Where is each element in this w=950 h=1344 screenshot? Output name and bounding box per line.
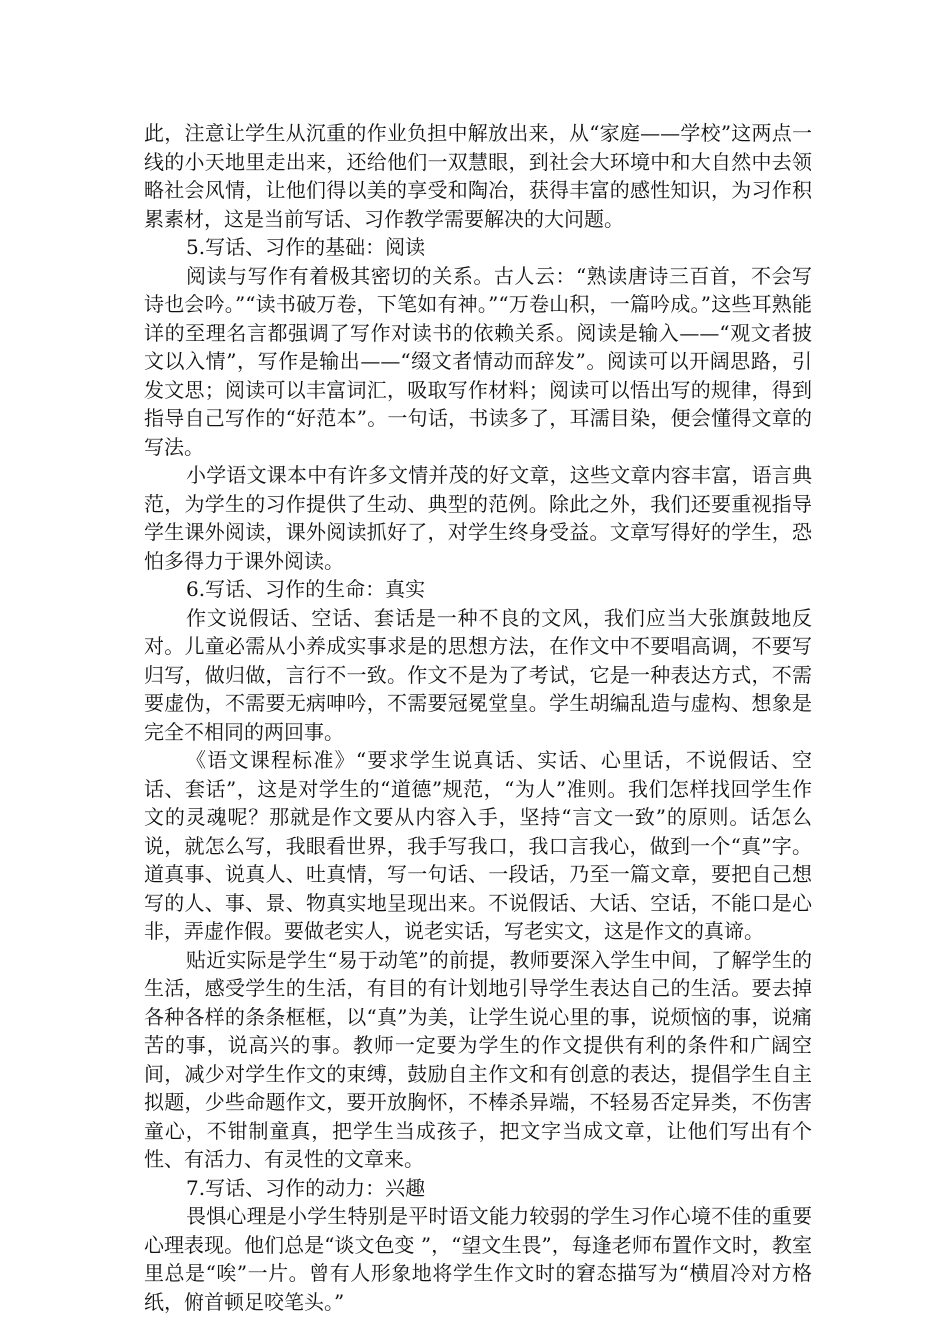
paragraph-reading-relationship: 阅读与写作有着极其密切的关系。古人云：“熟读唐诗三百首，不会写诗也会吟。”“读书破万卷，下笔如有神。”“万卷山积，一篇吟成。”这些耳熟能详的至理名言都强调了写作对读书的依赖关系。阅读是输入——“观文者披文以入情”，写作是输出——“缀文者情动而辞发”。阅读可以开阔思路，引发文思；阅读可以丰富词汇，吸取写作材料；阅读可以悟出写的规律，得到指导自己写作的“好范本”。一句话，书读多了，耳濡目染，便会懂得文章的写法。 — [144, 263, 812, 459]
paragraph-extracurricular-reading: 小学语文课本中有许多文情并茂的好文章，这些文章内容丰富，语言典范，为学生的习作提供了生动、典型的范例。除此之外，我们还要重视指导学生课外阅读，课外阅读抓好了，对学生终身受益。文章写得好的学生，恐怕多得力于课外阅读。 — [144, 463, 812, 573]
document-body — [144, 119, 812, 1316]
paragraph-close-to-reality: 贴近实际是学生“易于动笔”的前提，教师要深入学生中间，了解学生的生活，感受学生的生活，有目的有计划地引导学生表达自己的生活。要去掉各种各样的条条框框，以“真”为美，让学生说心里的事，说烦恼的事，说痛苦的事，说高兴的事。教师一定要为学生的作文提供有利的条件和广阔空间，减少对学生作文的束缚，鼓励自主作文和有创意的表达，提倡学生自主拟题，少些命题作文，要开放胸怀，不棒杀异端，不轻易否定异类，不伤害童心，不钳制童真，把学生当成孩子，把文字当成文章，让他们写出有个性、有活力、有灵性的文章来。 — [144, 947, 812, 1171]
section-heading-reading: 5.写话、习作的基础：阅读 — [186, 235, 426, 259]
paragraph-against-false-writing: 作文说假话、空话、套话是一种不良的文风，我们应当大张旗鼓地反对。儿童必需从小养成实事求是的思想方法，在作文中不要唱高调，不要写归写，做归做，言行不一致。作文不是为了考试，它是一种表达方式，不需要虚伪，不需要无病呻吟，不需要冠冕堂皇。学生胡编乱造与虚构、想象是完全不相同的两回事。 — [144, 605, 812, 744]
paragraph-continuation: 此，注意让学生从沉重的作业负担中解放出来，从“家庭——学校”这两点一线的小天地里走出来，还给他们一双慧眼，到社会大环境中和大自然中去领略社会风情，让他们得以美的享受和陶冶，获得丰富的感性知识，为习作积累素材，这是当前写话、习作教学需要解决的大问题。 — [144, 121, 812, 231]
section-heading-truth: 6.写话、习作的生命：真实 — [186, 577, 426, 601]
section-heading-interest: 7.写话、习作的动力：兴趣 — [186, 1175, 426, 1200]
paragraph-curriculum-standard: 《语文课程标准》“要求学生说真话、实话、心里话，不说假话、空话、套话”，这是对学生的“道德”规范，“为人”准则。我们怎样找回学生作文的灵魂呢？那就是作文要从内容入手，坚持“言文一致”的原则。话怎么说，就怎么写，我眼看世界，我手写我口，我口言我心，做到一个“真”字。道真事、说真人、吐真情，写一句话、一段话，乃至一篇文章，要把自己想写的人、事、景、物真实地呈现出来。不说假话、大话、空话，不能口是心非，弄虚作假。要做老实人，说老实话，写老实文，这是作文的真谛。 — [144, 748, 812, 943]
paragraph-fear-psychology: 畏惧心理是小学生特别是平时语文能力较弱的学生习作心境不佳的重要心理表现。他们总是“谈文色变 ”，“望文生畏”，每逢老师布置作文时，教室里总是“唉”一片。曾有人形象地将学生作文时的窘态描写为“横眉冷对方格纸，俯首顿足咬笔头。” — [144, 1204, 812, 1314]
